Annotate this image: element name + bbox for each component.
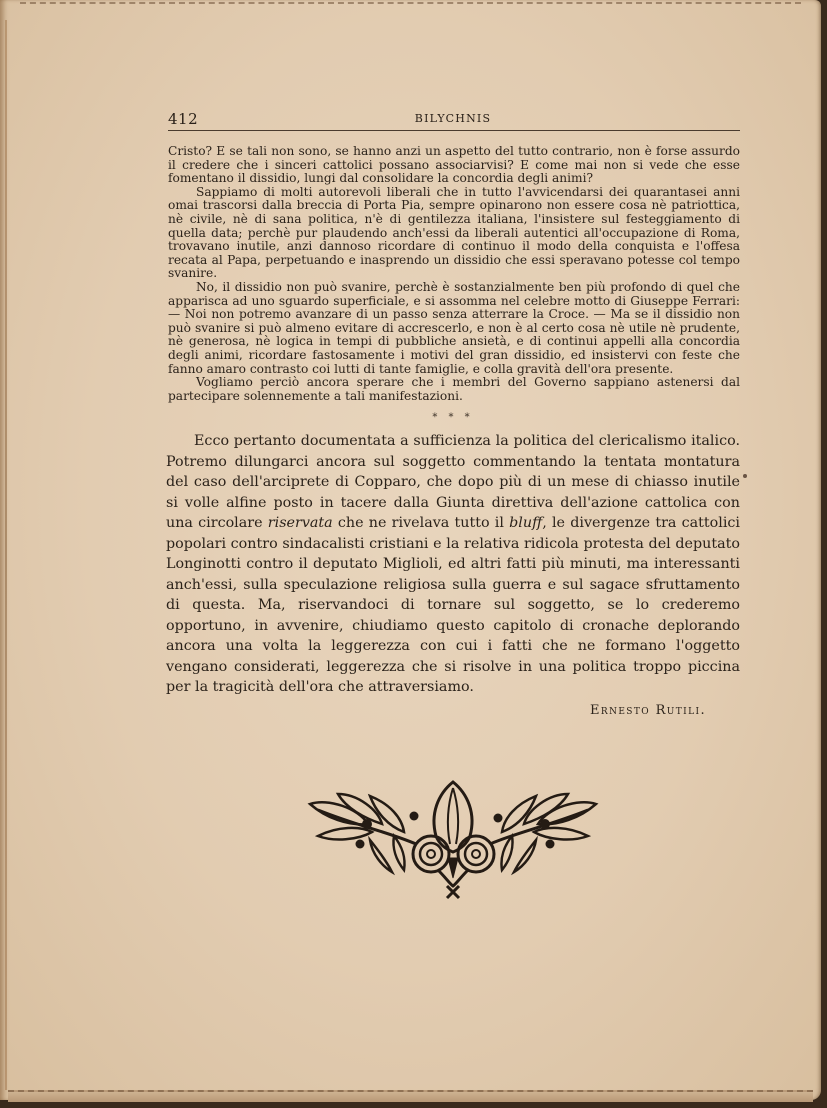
page-number: 412 xyxy=(168,110,199,128)
author-signature: Ernesto Rutili. xyxy=(590,702,706,718)
ornament-container xyxy=(166,774,740,904)
running-title: BILYCHNIS xyxy=(414,112,492,125)
text-run: che ne rivelava tutto il xyxy=(332,515,510,532)
page-bottom-edge xyxy=(8,1090,813,1102)
italic-term-bluff: bluff xyxy=(509,515,543,532)
text-column xyxy=(166,110,740,904)
text-run: Ecco pertanto documentata a sufficienza la politica del clericalismo italico. Potremo dilungarci ancora sul soggetto commentando la tentata montatura del caso dell'arciprete di Copparo, che dopo più di un mese di chiasso inutile si volle alfine posto in tacere dalla Giunta direttiva dell'azione cattolica con una circolare xyxy=(166,433,740,532)
body-text-small xyxy=(168,145,740,403)
floral-tailpiece-icon xyxy=(298,774,608,904)
paragraph: No, il dissidio non può svanire, perchè è sostanzialmente ben più profondo di quel che apparisca ad uno sguardo superficiale, e si assomma nel celebre motto di Giuseppe Ferrari: — Noi non potremo avanzare di un passo senza atterrare la Croce. — Ma se il dissidio non può svanire si può almeno evitare di accrescerlo, e non è al certo cosa nè utile nè prudente, nè generosa, nè logica in tempi di pubbliche ansietà, e di continui appelli alla concordia degli animi, ricordare fastosamente i motivi del gran dissidio, ed insistervi con feste che fanno amaro contrasto coi lutti di tante famiglie, e colla gravità dell'ora presente. xyxy=(168,279,740,376)
paragraph: Vogliamo perciò ancora sperare che i membri del Governo sappiano astenersi dal partecipare solennemente a tali manifestazioni. xyxy=(168,375,740,403)
section-break-asterism: * * * xyxy=(432,412,474,424)
italic-term-riservata: riservata xyxy=(267,515,333,532)
body-text-large xyxy=(166,431,740,698)
text-run: , le divergenze tra cattolici popolari contro sindacalisti cristiani e la relativa ridicola protesta del deputato Longinotti contro il deputato Miglioli, ed altri fatti più minuti, ma interessanti anch'essi, sulla speculazione religiosa sulla guerra e sul sagace sfruttamento di questa. Ma, riservandoci di tornare sul soggetto, se lo crederemo opportuno, in avvenire, chiudiamo questo capitolo di cronache deplorando ancora una volta la leggerezza con cui i fatti che ne formano l'oggetto vengano considerati, leggerezza che si risolve in una politica troppo piccina per la tragicità dell'ora che attraversiamo. xyxy=(166,515,741,696)
paragraph: Sappiamo di molti autorevoli liberali che in tutto l'avvicendarsi dei quarantasei anni omai trascorsi dalla breccia di Porta Pia, sempre opinarono non essere cosa nè patriottica, nè civile, nè di sana politica, n'è di gentilezza italiana, l'insistere sul festeggiamento di quella data; perchè pur plaudendo anch'essi da liberali autentici all'occupazione di Roma, trovavano inutile, anzi dannoso ricordare di continuo il modo della conquista e l'offesa recata al Papa, perpetuando e inasprendo un dissidio che essi speravano potesse col tempo svanire. xyxy=(168,184,740,281)
page-top-edge xyxy=(20,2,801,7)
running-header xyxy=(166,110,740,130)
paragraph xyxy=(166,431,740,698)
header-rule xyxy=(168,130,740,131)
paragraph: Cristo? E se tali non sono, se hanno anzi un aspetto del tutto contrario, non è forse assurdo il credere che i sinceri cattolici possano associarvisi? E come mai non si vede che esse fomentano il dissidio, lungi dal consolidare la concordia degli animi? xyxy=(168,144,740,186)
margin-mark xyxy=(743,474,747,478)
